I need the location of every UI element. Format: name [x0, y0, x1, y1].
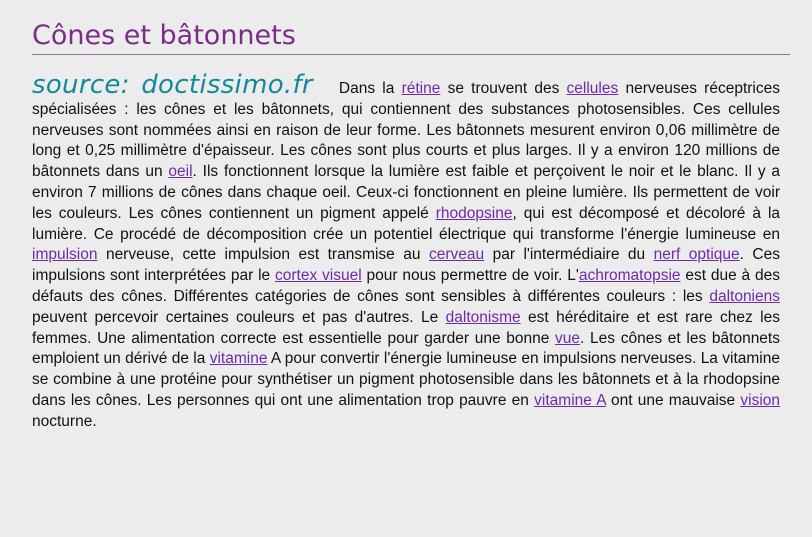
article-text: , qui est décomposé et décoloré à la lumière. Ce procédé de décomposition crée un potentiel électrique qui transforme l'énergie lumineuse en [32, 204, 781, 243]
link-vitamine[interactable]: vitamine [209, 350, 268, 368]
article-text: est héréditaire et est rare chez les femmes. Une alimentation correcte est essentielle pour garder une bonne [32, 308, 780, 347]
article-text: A pour convertir l'énergie lumineuse en impulsions nerveuses. La vitamine se combine à une protéine pour synthétiser un pigment photosensible dans les bâtonnets et à la rhodopsine dans les cônes. Les personnes qui ont une alimentation trop pauvre en [32, 350, 780, 409]
article-body [32, 70, 781, 433]
link-achromatopsie[interactable]: achromatopsie [578, 267, 681, 285]
link-retine[interactable]: rétine [401, 80, 441, 97]
source-label: source: doctissimo.fr [32, 70, 313, 100]
article-text: . Ces impulsions sont interprétées par le [32, 246, 780, 285]
link-daltonisme[interactable]: daltonisme [445, 308, 521, 326]
article-text: peuvent percevoir certaines couleurs et pas d'autres. Le [32, 308, 446, 326]
article-text: se trouvent des [440, 80, 567, 97]
article-text: nerveuse, cette impulsion est transmise au [97, 246, 429, 264]
link-oeil[interactable]: oeil [168, 163, 193, 181]
link-cortex-visuel[interactable]: cortex visuel [274, 267, 362, 285]
article-text: Dans la [338, 80, 402, 97]
article-text: . Les cônes et les bâtonnets emploient un dérivé de la [32, 329, 780, 368]
title-divider [32, 54, 790, 55]
link-vitamine-a[interactable]: vitamine A [534, 391, 606, 409]
article-text: par l'intermédiaire du [484, 246, 654, 264]
article-text: est due à des défauts des cônes. Différentes catégories de cônes sont sensibles à différentes couleurs : les [32, 267, 780, 305]
article-text: pour nous permettre de voir. L' [361, 267, 579, 285]
link-nerf-optique[interactable]: nerf optique [653, 246, 740, 264]
link-impulsion[interactable]: impulsion [32, 246, 98, 264]
link-vision[interactable]: vision [740, 391, 781, 409]
article-text: nocturne. [32, 412, 97, 430]
link-cellules[interactable]: cellules [566, 80, 619, 97]
link-cerveau[interactable]: cerveau [428, 246, 485, 264]
article-text: nerveuses réceptrices spécialisées : les cônes et les bâtonnets, qui contiennent des substances photosensibles. Ces cellules nerveuses sont nommées ainsi en raison de leur forme. Les bâtonnets mesurent environ 0,06 millimètre de long et 0,25 millimètre d'épaisseur. Les cônes sont plus courts et plus larges. Il y a environ 120 millions de bâtonnets dans un [32, 80, 780, 181]
page-title: Cônes et bâtonnets [32, 20, 296, 51]
link-rhodopsine[interactable]: rhodopsine [435, 204, 513, 222]
article-text: ont une mauvaise [605, 391, 741, 409]
link-daltoniens[interactable]: daltoniens [709, 287, 780, 305]
link-vue[interactable]: vue [555, 329, 581, 347]
article-text: . Ils fonctionnent lorsque la lumière est faible et perçoivent le noir et le blanc. Il y a environ 7 millions de cônes dans chaque oeil. Ceux-ci fonctionnent en pleine lumière. Ils permettent de voir les couleurs. Les cônes contiennent un pigment appelé [32, 163, 781, 222]
